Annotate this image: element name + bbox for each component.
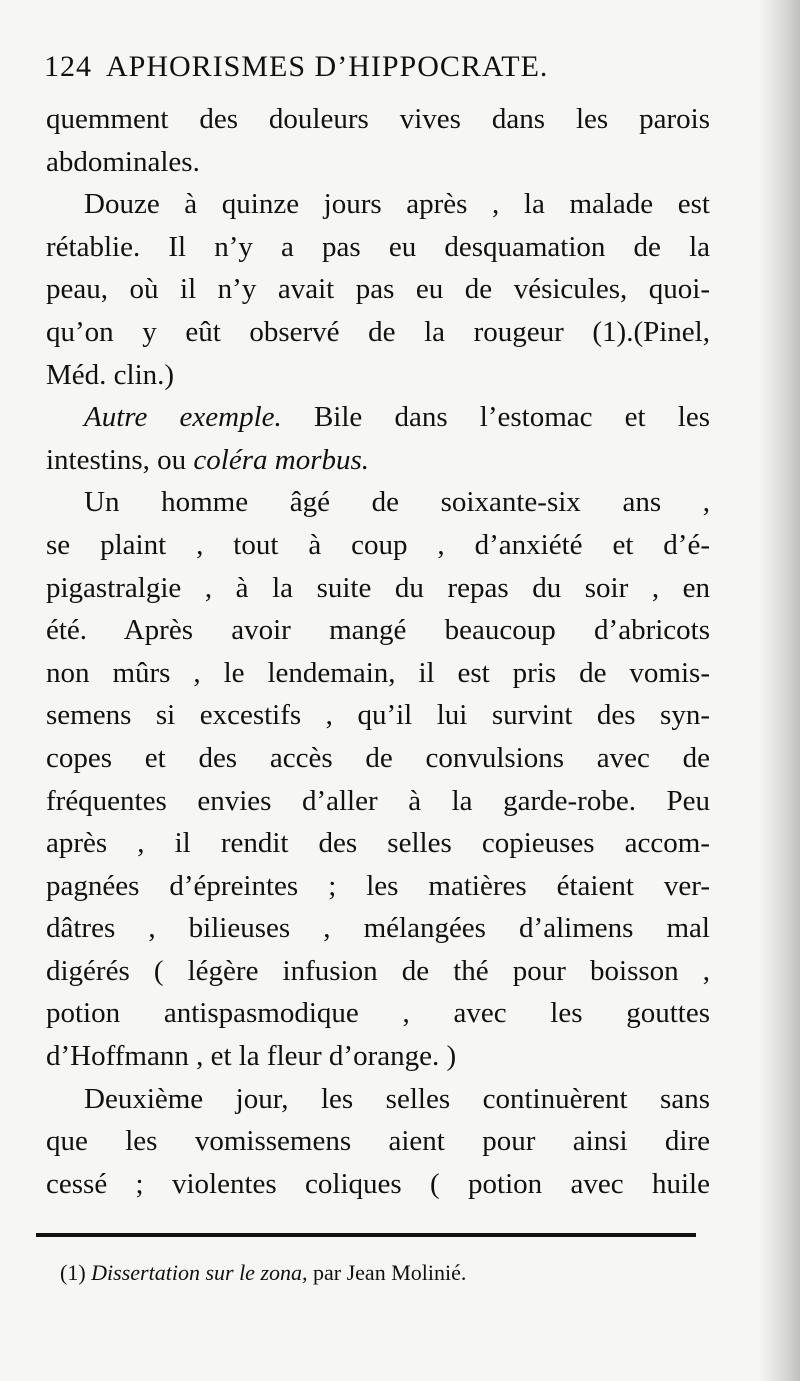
running-title: APHORISMES D’HIPPOCRATE. [106, 50, 549, 83]
footnote-rule [36, 1233, 696, 1237]
text-line [46, 268, 710, 311]
page-number: 124 [44, 50, 92, 83]
text-line [46, 1120, 710, 1163]
footnote-text: par Jean Molinié. [307, 1260, 467, 1285]
line-text: d’Hoffmann , et la fleur d’orange. ) [46, 1040, 457, 1073]
line-text: cessé ; violentes coliques ( potion avec huile [46, 1167, 710, 1200]
line-text: rétablie. Il n’y a pas eu desquamation de la [46, 230, 710, 263]
line-text: non mûrs , le lendemain, il est pris de vomis- [46, 656, 710, 689]
text-line [46, 311, 710, 354]
line-text: copes et des accès de convulsions avec de [46, 741, 710, 774]
running-header [44, 50, 744, 98]
text-line [46, 865, 710, 908]
line-text: été. Après avoir mangé beaucoup d’abricots [46, 614, 710, 647]
footnote-title: Dissertation sur le zona, [91, 1260, 308, 1285]
text-line [46, 524, 710, 567]
text-line [46, 481, 710, 524]
body-text [46, 98, 710, 1205]
line-text: se plaint , tout à coup , d’anxiété et d’é- [46, 528, 710, 561]
text-line [46, 439, 710, 482]
line-text: Deuxième jour, les selles continuèrent sans [84, 1082, 710, 1115]
line-text: abdominales. [46, 145, 200, 178]
line-text: qu’on y eût observé de la rougeur (1).(Pinel, [46, 315, 710, 348]
text-line [46, 141, 710, 184]
line-text: pagnées d’épreintes ; les matières étaient ver- [46, 869, 710, 902]
footnote-marker: (1) [60, 1260, 86, 1285]
line-text: dâtres , bilieuses , mélangées d’alimens mal [46, 912, 710, 945]
text-line [46, 354, 710, 397]
line-text: que les vomissemens aient pour ainsi dire [46, 1125, 710, 1158]
line-text: digérés ( légère infusion de thé pour boisson , [46, 954, 710, 987]
line-text: Bile dans l’estomac et les [281, 401, 710, 434]
text-line [46, 609, 710, 652]
page-edge-shadow [758, 0, 800, 1381]
text-line [46, 226, 710, 269]
line-text: Un homme âgé de soixante-six ans , [84, 486, 710, 519]
line-text: après , il rendit des selles copieuses accom- [46, 827, 710, 860]
text-line [46, 1035, 710, 1078]
line-text: Méd. clin.) [46, 358, 175, 391]
italic-text: coléra morbus. [193, 443, 370, 476]
line-text: semens si excestifs , qu’il lui survint des syn- [46, 699, 710, 732]
line-text: quemment des douleurs vives dans les parois [46, 103, 710, 135]
text-line [46, 183, 710, 226]
line-text: pigastralgie , à la suite du repas du soir , en [46, 571, 710, 604]
italic-text: Autre exemple. [84, 401, 282, 434]
text-line [46, 652, 710, 695]
text-line [46, 780, 710, 823]
line-text: Douze à quinze jours après , la malade est [84, 188, 710, 221]
text-line [46, 737, 710, 780]
text-line [46, 1163, 710, 1206]
line-text: potion antispasmodique , avec les gouttes [46, 997, 710, 1030]
line-text: intestins, ou [46, 443, 194, 476]
text-line [46, 907, 710, 950]
text-line [46, 822, 710, 865]
text-line [46, 694, 710, 737]
text-line [46, 1078, 710, 1121]
text-line [46, 98, 710, 141]
text-line [46, 396, 710, 439]
text-line [46, 950, 710, 993]
footnote [60, 1260, 720, 1286]
text-line [46, 992, 710, 1035]
text-line [46, 567, 710, 610]
line-text: peau, où il n’y avait pas eu de vésicules, quoi- [46, 273, 710, 306]
line-text: fréquentes envies d’aller à la garde-robe. Peu [46, 784, 710, 817]
